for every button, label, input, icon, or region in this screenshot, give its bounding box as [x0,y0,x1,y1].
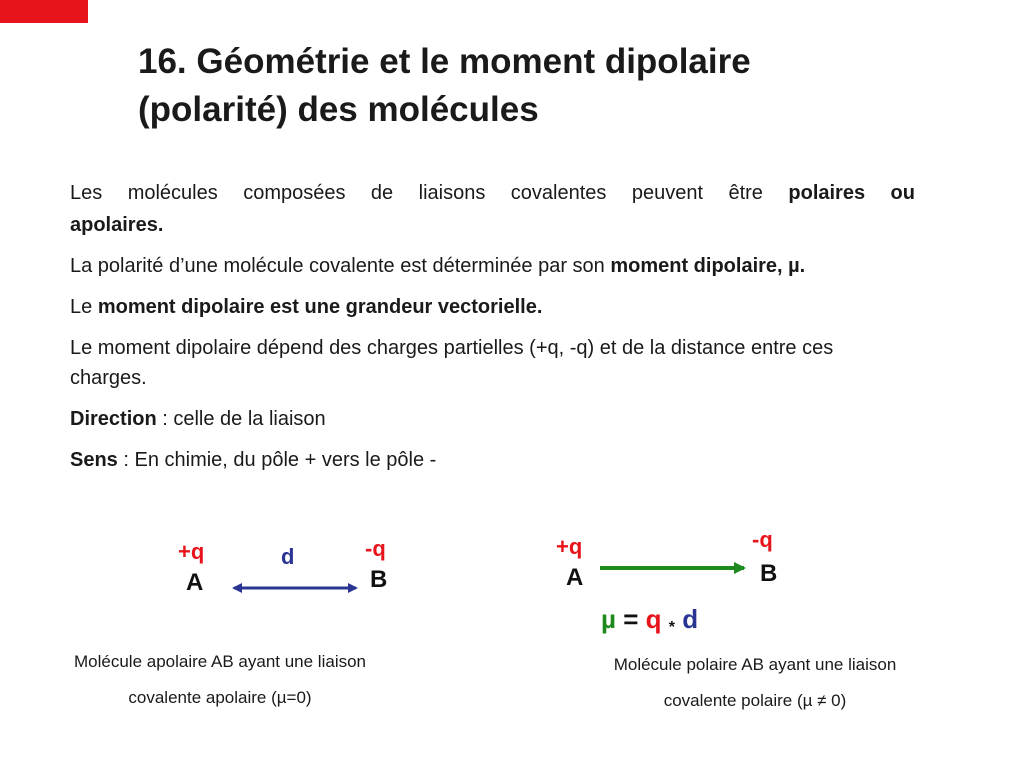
paragraph-1-bold: polaires ou [788,182,915,204]
left-minus-q: -q [365,536,386,561]
paragraph-1 [70,178,915,208]
paragraph-5 [70,404,915,434]
paragraph-6 [70,445,915,475]
paragraph-6-bold: Sens [70,449,118,471]
paragraph-6-text: : En chimie, du pôle + vers le pôle - [117,449,437,471]
left-distance-label: d [281,544,295,569]
right-minus-q: -q [752,527,773,552]
slide-title [138,38,938,134]
title-line-2: (polarité) des molécules [138,90,539,129]
left-atom-b: B [370,566,388,593]
left-plus-q: +q [178,539,205,564]
red-accent-bar [0,0,88,23]
left-caption-line-2: covalente apolaire (µ=0) [128,688,312,707]
paragraph-2 [70,251,915,281]
title-line-1: 16. Géométrie et le moment dipolaire [138,42,751,81]
paragraph-4: Le moment dipolaire dépend des charges partielles (+q, -q) et de la distance entre ces charges. [70,337,834,389]
paragraph-5-bold: Direction [70,408,157,430]
formula-q: q [645,604,662,634]
formula-mu: µ [601,604,616,634]
right-plus-q: +q [556,534,583,559]
paragraph-3-text: Le [70,296,98,318]
left-caption [30,652,410,708]
formula-times: * [668,619,675,636]
paragraph-1-text: Les molécules composées de liaisons covalentes peuvent être [70,182,789,204]
left-atom-a: A [186,569,204,596]
paragraph-1-cont: apolaires. [70,214,164,236]
right-atom-b: B [760,560,778,587]
dipole-formula [601,604,698,637]
right-caption-line-2: covalente polaire (µ ≠ 0) [663,691,847,710]
paragraph-3-bold: moment dipolaire est une grandeur vectorielle. [97,296,543,318]
paragraph-2-bold: moment dipolaire, µ. [610,255,806,277]
formula-d: d [682,604,699,634]
paragraph-5-text: : celle de la liaison [156,408,326,430]
right-atom-a: A [566,564,584,591]
right-caption [570,655,940,711]
slide-body [70,178,915,486]
left-caption-line-1: Molécule apolaire AB ayant une liaison [73,652,367,671]
formula-equals: = [623,604,639,634]
paragraph-2-text: La polarité d’une molécule covalente est déterminée par son [70,255,611,277]
right-caption-line-1: Molécule polaire AB ayant une liaison [613,655,897,674]
paragraph-3 [70,292,915,322]
